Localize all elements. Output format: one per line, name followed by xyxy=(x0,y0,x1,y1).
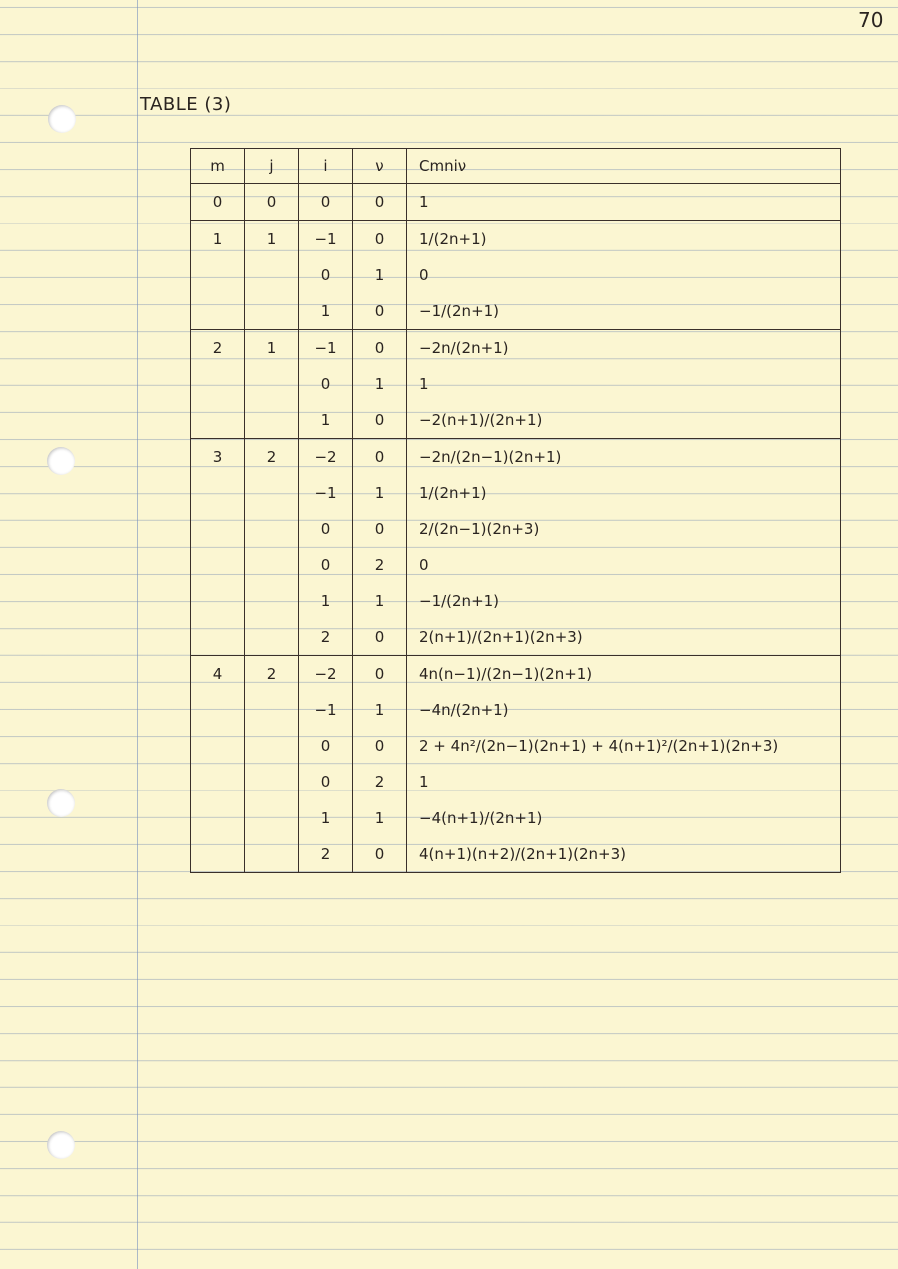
cell-m xyxy=(191,547,245,583)
cell-i: −1 xyxy=(299,330,353,367)
cell-nu: 0 xyxy=(353,836,407,873)
cell-m: 2 xyxy=(191,330,245,367)
cell-coefficient: −1/(2n+1) xyxy=(407,583,841,619)
cell-j xyxy=(245,475,299,511)
cell-nu: 1 xyxy=(353,800,407,836)
cell-nu: 1 xyxy=(353,257,407,293)
table-row xyxy=(191,511,841,547)
cell-m xyxy=(191,293,245,330)
cell-coefficient: 0 xyxy=(407,547,841,583)
cell-m xyxy=(191,692,245,728)
table-row xyxy=(191,293,841,330)
cell-i: −1 xyxy=(299,221,353,258)
table-title: TABLE (3) xyxy=(140,94,232,115)
cell-j: 1 xyxy=(245,221,299,258)
cell-coefficient: −2n/(2n+1) xyxy=(407,330,841,367)
header-m: m xyxy=(191,149,245,184)
cell-j: 0 xyxy=(245,184,299,221)
cell-coefficient: −4n/(2n+1) xyxy=(407,692,841,728)
cell-coefficient: −2n/(2n−1)(2n+1) xyxy=(407,439,841,476)
cell-m xyxy=(191,583,245,619)
cell-nu: 0 xyxy=(353,511,407,547)
cell-m xyxy=(191,800,245,836)
cell-nu: 2 xyxy=(353,764,407,800)
cell-nu: 0 xyxy=(353,330,407,367)
cell-coefficient: −1/(2n+1) xyxy=(407,293,841,330)
cell-coefficient: 1 xyxy=(407,366,841,402)
cell-j xyxy=(245,511,299,547)
punch-hole xyxy=(48,105,76,133)
cell-j xyxy=(245,836,299,873)
header-j: j xyxy=(245,149,299,184)
cell-coefficient: −4(n+1)/(2n+1) xyxy=(407,800,841,836)
cell-i: 0 xyxy=(299,511,353,547)
table-row xyxy=(191,366,841,402)
cell-j xyxy=(245,366,299,402)
table-row xyxy=(191,764,841,800)
cell-i: 0 xyxy=(299,184,353,221)
cell-nu: 0 xyxy=(353,439,407,476)
cell-m xyxy=(191,511,245,547)
cell-j xyxy=(245,619,299,656)
page-number: 70 xyxy=(858,8,884,32)
cell-i: 0 xyxy=(299,728,353,764)
cell-i: −2 xyxy=(299,439,353,476)
table-row xyxy=(191,330,841,367)
cell-i: 2 xyxy=(299,619,353,656)
cell-coefficient: 1 xyxy=(407,764,841,800)
cell-coefficient: 4n(n−1)/(2n−1)(2n+1) xyxy=(407,656,841,693)
cell-m: 3 xyxy=(191,439,245,476)
cell-j: 1 xyxy=(245,330,299,367)
cell-m xyxy=(191,475,245,511)
cell-i: 0 xyxy=(299,366,353,402)
cell-j xyxy=(245,764,299,800)
cell-i: −1 xyxy=(299,475,353,511)
cell-nu: 0 xyxy=(353,402,407,439)
table-row xyxy=(191,475,841,511)
cell-j: 2 xyxy=(245,439,299,476)
table-row xyxy=(191,221,841,258)
table-header-row xyxy=(191,149,841,184)
cell-j xyxy=(245,547,299,583)
punch-hole xyxy=(47,447,75,475)
cell-j xyxy=(245,293,299,330)
cell-m xyxy=(191,257,245,293)
cell-i: 1 xyxy=(299,583,353,619)
cell-i: −1 xyxy=(299,692,353,728)
cell-i: 1 xyxy=(299,293,353,330)
table-row xyxy=(191,800,841,836)
cell-coefficient: 0 xyxy=(407,257,841,293)
coefficient-table xyxy=(190,148,841,873)
cell-j xyxy=(245,402,299,439)
cell-j: 2 xyxy=(245,656,299,693)
cell-m xyxy=(191,728,245,764)
punch-hole xyxy=(47,789,75,817)
cell-j xyxy=(245,257,299,293)
table-row xyxy=(191,402,841,439)
cell-nu: 1 xyxy=(353,475,407,511)
cell-nu: 0 xyxy=(353,728,407,764)
cell-i: 0 xyxy=(299,764,353,800)
cell-m xyxy=(191,836,245,873)
header-coefficient: Cmniν xyxy=(407,149,841,184)
cell-i: 0 xyxy=(299,547,353,583)
cell-i: −2 xyxy=(299,656,353,693)
cell-nu: 0 xyxy=(353,293,407,330)
cell-m: 0 xyxy=(191,184,245,221)
cell-m: 1 xyxy=(191,221,245,258)
table-row xyxy=(191,547,841,583)
cell-i: 0 xyxy=(299,257,353,293)
cell-nu: 0 xyxy=(353,184,407,221)
margin-line xyxy=(137,0,138,1269)
cell-coefficient: 1/(2n+1) xyxy=(407,475,841,511)
cell-nu: 0 xyxy=(353,221,407,258)
table-row xyxy=(191,184,841,221)
header-i: i xyxy=(299,149,353,184)
table-row xyxy=(191,619,841,656)
table-row xyxy=(191,583,841,619)
cell-i: 1 xyxy=(299,402,353,439)
cell-i: 1 xyxy=(299,800,353,836)
cell-coefficient: 2/(2n−1)(2n+3) xyxy=(407,511,841,547)
table-row xyxy=(191,728,841,764)
header-nu: ν xyxy=(353,149,407,184)
cell-m xyxy=(191,402,245,439)
cell-coefficient: 2(n+1)/(2n+1)(2n+3) xyxy=(407,619,841,656)
cell-coefficient: −2(n+1)/(2n+1) xyxy=(407,402,841,439)
cell-j xyxy=(245,800,299,836)
cell-coefficient: 2 + 4n²/(2n−1)(2n+1) + 4(n+1)²/(2n+1)(2n+3) xyxy=(407,728,841,764)
cell-i: 2 xyxy=(299,836,353,873)
table-body xyxy=(191,184,841,873)
cell-m xyxy=(191,619,245,656)
cell-nu: 1 xyxy=(353,366,407,402)
cell-nu: 2 xyxy=(353,547,407,583)
cell-j xyxy=(245,692,299,728)
cell-coefficient: 1 xyxy=(407,184,841,221)
cell-nu: 0 xyxy=(353,619,407,656)
cell-coefficient: 4(n+1)(n+2)/(2n+1)(2n+3) xyxy=(407,836,841,873)
cell-nu: 1 xyxy=(353,692,407,728)
cell-nu: 1 xyxy=(353,583,407,619)
cell-nu: 0 xyxy=(353,656,407,693)
table-row xyxy=(191,836,841,873)
table-row xyxy=(191,692,841,728)
cell-coefficient: 1/(2n+1) xyxy=(407,221,841,258)
cell-m: 4 xyxy=(191,656,245,693)
table-row xyxy=(191,439,841,476)
cell-j xyxy=(245,728,299,764)
table-row xyxy=(191,257,841,293)
cell-m xyxy=(191,366,245,402)
table-row xyxy=(191,656,841,693)
punch-hole xyxy=(47,1131,75,1159)
cell-m xyxy=(191,764,245,800)
cell-j xyxy=(245,583,299,619)
